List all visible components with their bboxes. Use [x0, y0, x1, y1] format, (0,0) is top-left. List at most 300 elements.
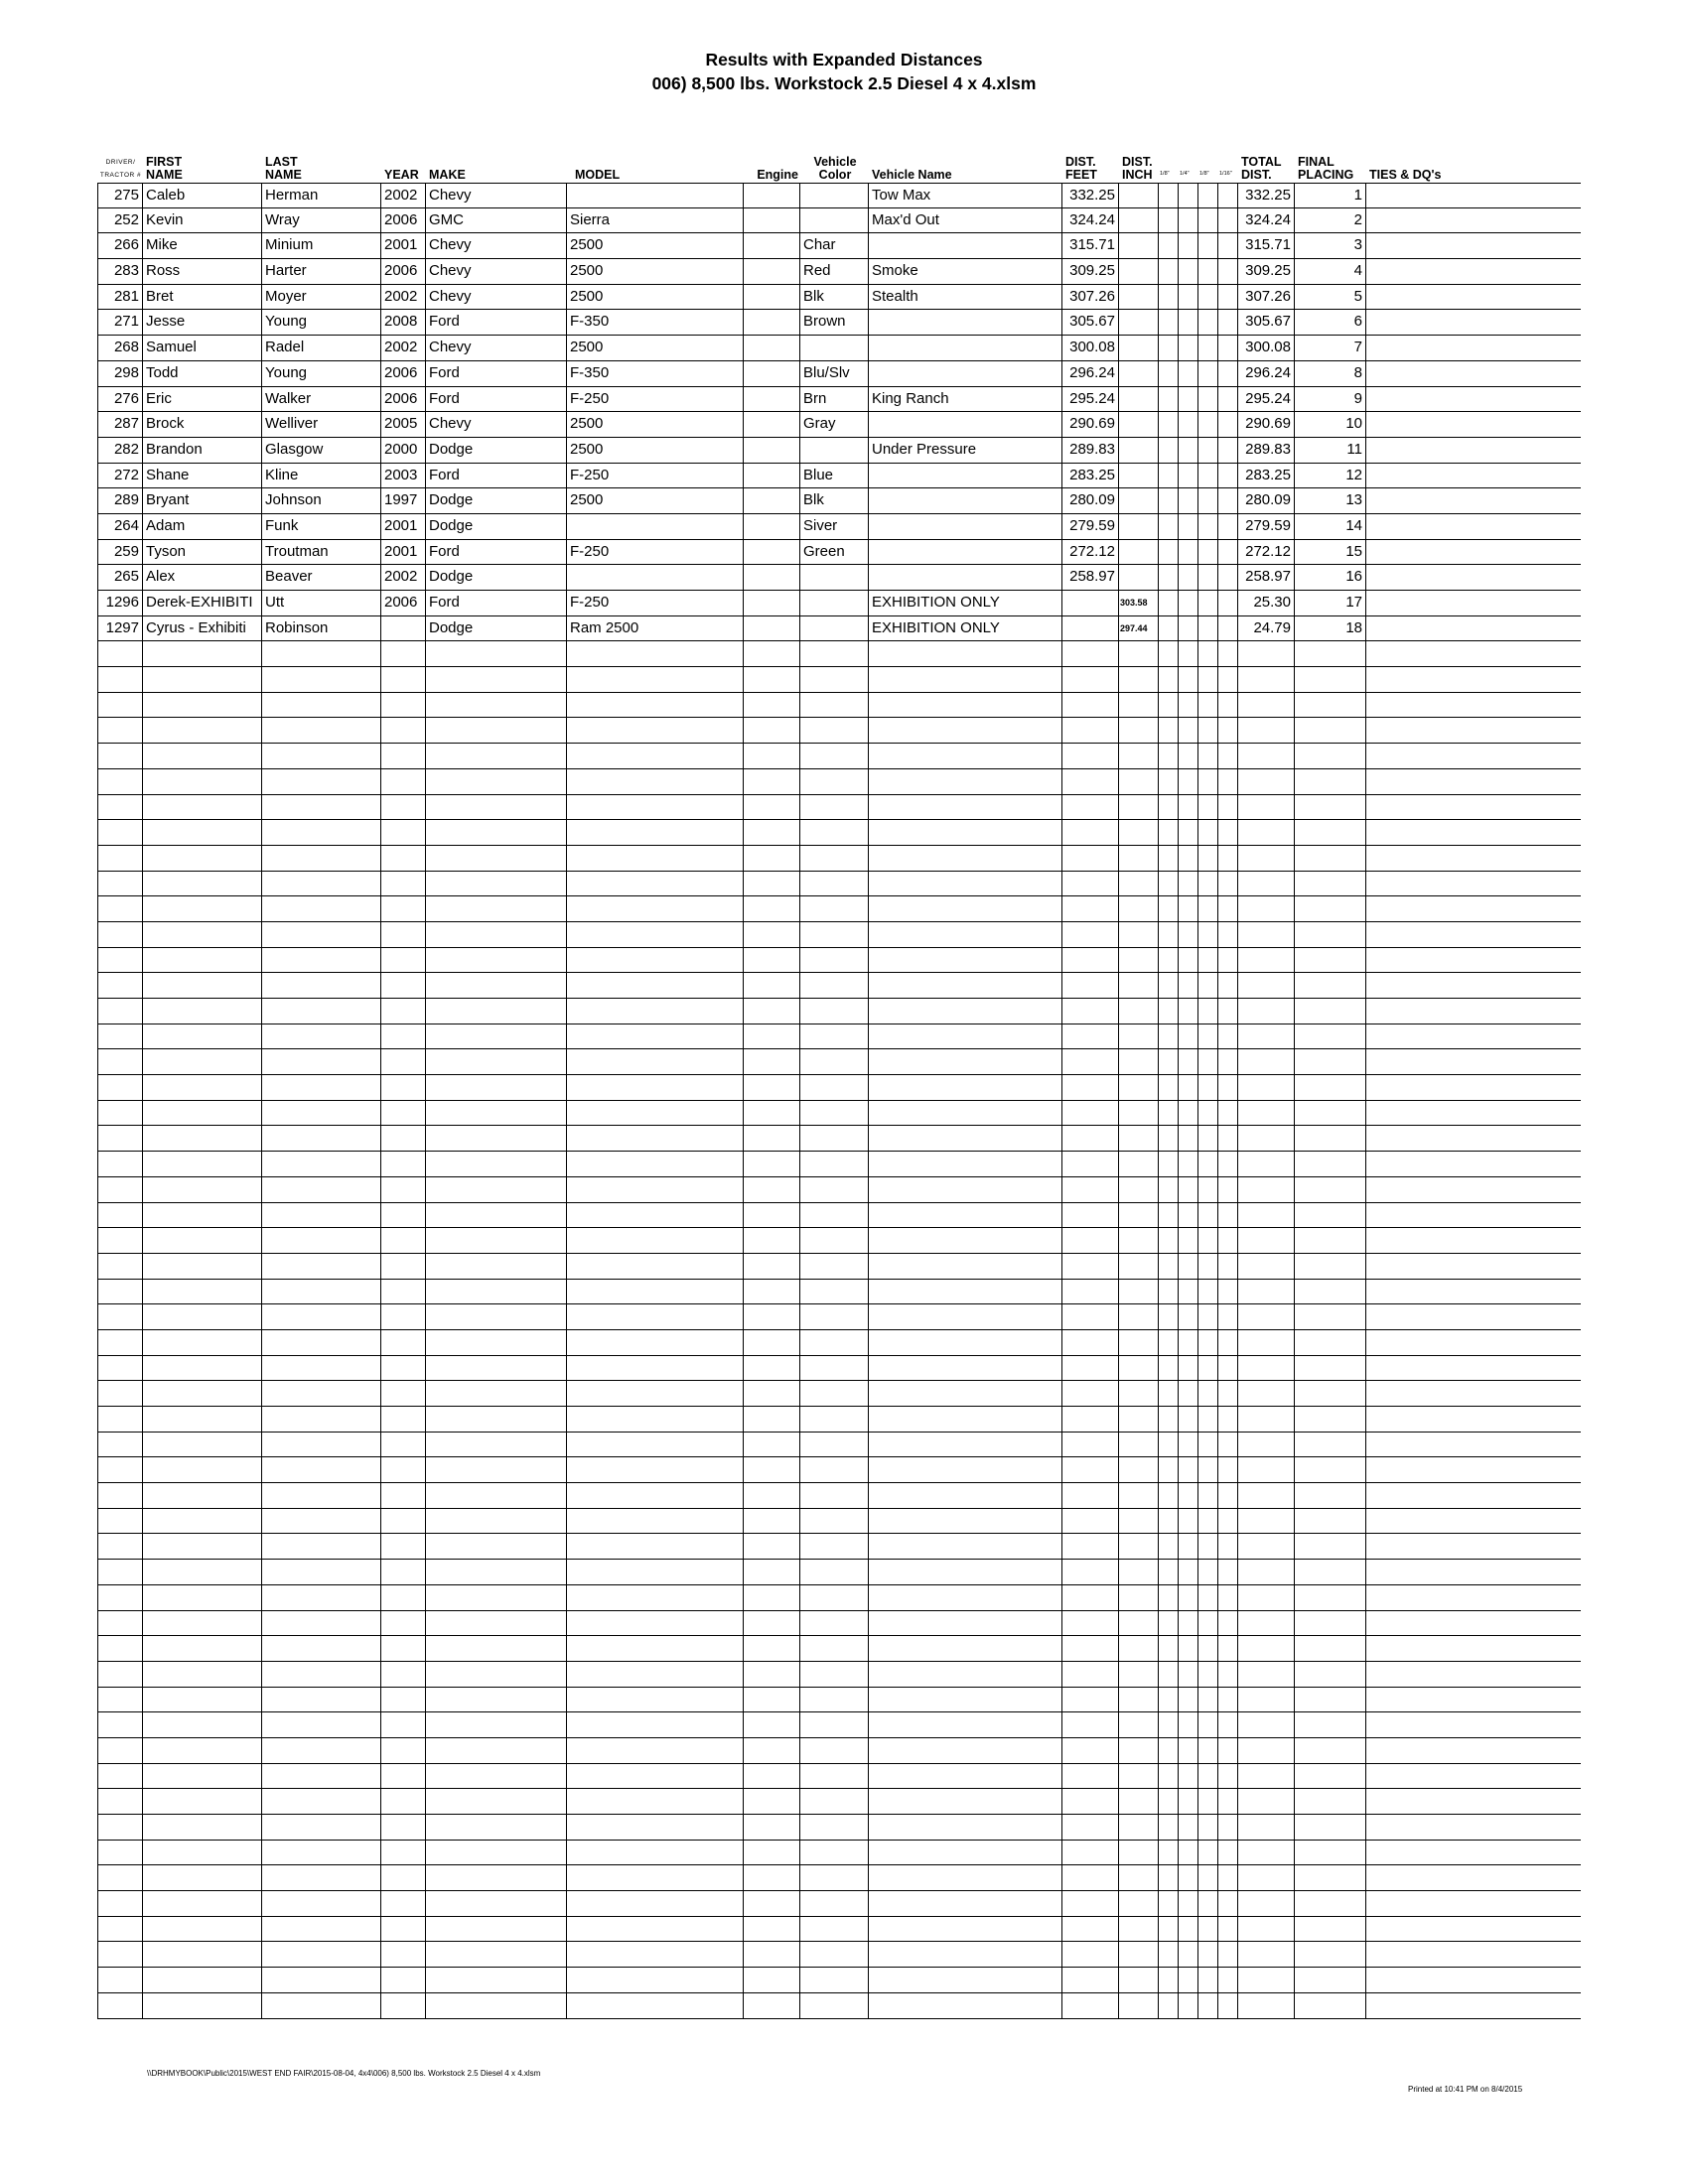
make-cell — [426, 1330, 567, 1355]
frac-2-cell — [1179, 1509, 1198, 1534]
dist-feet-cell: 332.25 — [1062, 184, 1119, 207]
year-cell — [381, 1126, 426, 1151]
frac-1-cell — [1159, 693, 1179, 718]
frac-4-cell — [1218, 1356, 1238, 1381]
engine-cell — [744, 948, 800, 973]
model-cell — [567, 1381, 744, 1406]
vehicle-color-cell — [800, 1688, 869, 1712]
total-dist-cell — [1238, 820, 1295, 845]
vehicle-name-cell — [869, 1483, 1062, 1508]
frac-2-cell — [1179, 361, 1198, 386]
engine-cell — [744, 1356, 800, 1381]
frac-4-cell — [1218, 184, 1238, 207]
ties-dqs-cell — [1366, 488, 1581, 513]
frac-4-cell — [1218, 1330, 1238, 1355]
dist-inch-cell — [1119, 514, 1159, 539]
frac-2-cell — [1179, 1203, 1198, 1228]
vehicle-color-cell — [800, 973, 869, 998]
driver-number-cell — [97, 1483, 143, 1508]
frac-2-cell — [1179, 1585, 1198, 1610]
ties-dqs-cell — [1366, 896, 1581, 921]
vehicle-name-cell — [869, 1381, 1062, 1406]
final-placing-cell — [1295, 1457, 1366, 1482]
final-placing-cell: 14 — [1295, 514, 1366, 539]
year-cell — [381, 1280, 426, 1304]
table-row — [97, 438, 1581, 464]
frac-3-cell — [1198, 616, 1218, 641]
vehicle-color-cell — [800, 1662, 869, 1687]
driver-number-cell: 283 — [97, 259, 143, 284]
table-row — [97, 1330, 1581, 1356]
vehicle-color-cell — [800, 1993, 869, 2018]
ties-dqs-cell — [1366, 464, 1581, 488]
first-name-cell — [143, 1483, 262, 1508]
dist-feet-cell — [1062, 1280, 1119, 1304]
driver-number-cell — [97, 1304, 143, 1329]
engine-cell — [744, 233, 800, 258]
vehicle-color-cell — [800, 872, 869, 896]
year-cell — [381, 1917, 426, 1942]
last-name-cell — [262, 744, 381, 768]
final-placing-cell: 4 — [1295, 259, 1366, 284]
frac-2-cell — [1179, 948, 1198, 973]
last-name-cell — [262, 641, 381, 666]
last-name-cell — [262, 1993, 381, 2018]
frac-4-cell — [1218, 795, 1238, 820]
ties-dqs-cell — [1366, 1534, 1581, 1559]
last-name-cell — [262, 1049, 381, 1074]
frac-1-cell — [1159, 1560, 1179, 1584]
vehicle-color-cell — [800, 1891, 869, 1916]
vehicle-color-cell — [800, 795, 869, 820]
dist-inch-cell — [1119, 1330, 1159, 1355]
frac-1-cell — [1159, 1636, 1179, 1661]
vehicle-name-cell: Under Pressure — [869, 438, 1062, 463]
frac-4-cell — [1218, 208, 1238, 233]
make-cell — [426, 1968, 567, 1992]
engine-cell — [744, 795, 800, 820]
final-placing-cell — [1295, 1152, 1366, 1176]
ties-dqs-cell — [1366, 184, 1581, 207]
frac-2-cell — [1179, 184, 1198, 207]
total-dist-cell — [1238, 896, 1295, 921]
engine-cell — [744, 1381, 800, 1406]
dist-inch-cell — [1119, 1865, 1159, 1890]
frac-4-cell — [1218, 1407, 1238, 1432]
driver-number-cell — [97, 1891, 143, 1916]
model-cell — [567, 744, 744, 768]
model-cell: F-250 — [567, 464, 744, 488]
driver-number-cell: 259 — [97, 540, 143, 565]
make-cell: Chevy — [426, 233, 567, 258]
frac-3-cell — [1198, 1177, 1218, 1202]
engine-cell — [744, 184, 800, 207]
model-cell: 2500 — [567, 233, 744, 258]
dist-inch-cell — [1119, 387, 1159, 412]
frac-4-cell — [1218, 1101, 1238, 1126]
total-dist-cell: 280.09 — [1238, 488, 1295, 513]
vehicle-color-cell: Blk — [800, 488, 869, 513]
make-cell: Chevy — [426, 336, 567, 360]
frac-2-cell — [1179, 1841, 1198, 1865]
make-cell: Ford — [426, 387, 567, 412]
last-name-cell — [262, 1789, 381, 1814]
dist-feet-cell — [1062, 1611, 1119, 1636]
dist-inch-cell — [1119, 973, 1159, 998]
ties-dqs-cell — [1366, 973, 1581, 998]
driver-number-cell: 287 — [97, 412, 143, 437]
ties-dqs-cell — [1366, 872, 1581, 896]
vehicle-name-cell — [869, 718, 1062, 743]
frac-3-cell — [1198, 999, 1218, 1024]
frac-2-cell — [1179, 387, 1198, 412]
frac-1-cell — [1159, 1101, 1179, 1126]
vehicle-name-cell: EXHIBITION ONLY — [869, 616, 1062, 641]
vehicle-color-cell — [800, 616, 869, 641]
dist-feet-cell — [1062, 1228, 1119, 1253]
year-cell — [381, 896, 426, 921]
frac-1-cell — [1159, 1049, 1179, 1074]
make-cell — [426, 1993, 567, 2018]
driver-number-cell — [97, 1841, 143, 1865]
dist-inch-cell — [1119, 1457, 1159, 1482]
vehicle-color-cell — [800, 1764, 869, 1789]
frac-2-cell — [1179, 1662, 1198, 1687]
dist-inch-cell — [1119, 1712, 1159, 1737]
last-name-cell: Utt — [262, 591, 381, 615]
dist-inch-cell — [1119, 1662, 1159, 1687]
make-cell — [426, 1177, 567, 1202]
first-name-cell — [143, 973, 262, 998]
header-model: MODEL — [575, 168, 621, 182]
frac-4-cell — [1218, 464, 1238, 488]
last-name-cell — [262, 1483, 381, 1508]
engine-cell — [744, 1968, 800, 1992]
vehicle-name-cell — [869, 1304, 1062, 1329]
table-row — [97, 795, 1581, 821]
final-placing-cell: 16 — [1295, 565, 1366, 590]
header-frac-3: 1/8" — [1199, 171, 1209, 177]
first-name-cell — [143, 1712, 262, 1737]
last-name-cell: Beaver — [262, 565, 381, 590]
frac-4-cell — [1218, 1764, 1238, 1789]
engine-cell — [744, 591, 800, 615]
dist-feet-cell — [1062, 1049, 1119, 1074]
year-cell — [381, 693, 426, 718]
driver-number-cell: 268 — [97, 336, 143, 360]
total-dist-cell — [1238, 1738, 1295, 1763]
frac-3-cell — [1198, 1917, 1218, 1942]
model-cell: F-350 — [567, 361, 744, 386]
frac-1-cell — [1159, 922, 1179, 947]
first-name-cell: Todd — [143, 361, 262, 386]
frac-3-cell — [1198, 1891, 1218, 1916]
year-cell — [381, 1942, 426, 1967]
last-name-cell — [262, 1075, 381, 1100]
frac-1-cell — [1159, 464, 1179, 488]
frac-4-cell — [1218, 1381, 1238, 1406]
year-cell — [381, 1611, 426, 1636]
frac-1-cell — [1159, 208, 1179, 233]
dist-inch-cell — [1119, 922, 1159, 947]
model-cell — [567, 948, 744, 973]
final-placing-cell — [1295, 1049, 1366, 1074]
vehicle-color-cell: Brn — [800, 387, 869, 412]
header-vehicle-color: Vehicle Color — [813, 155, 857, 182]
vehicle-color-cell: Blk — [800, 285, 869, 310]
frac-4-cell — [1218, 744, 1238, 768]
first-name-cell — [143, 1330, 262, 1355]
last-name-cell — [262, 846, 381, 871]
frac-4-cell — [1218, 514, 1238, 539]
first-name-cell — [143, 922, 262, 947]
total-dist-cell — [1238, 1075, 1295, 1100]
frac-4-cell — [1218, 616, 1238, 641]
final-placing-cell — [1295, 1330, 1366, 1355]
table-row — [97, 565, 1581, 591]
dist-feet-cell: 296.24 — [1062, 361, 1119, 386]
year-cell — [381, 872, 426, 896]
last-name-cell: Welliver — [262, 412, 381, 437]
last-name-cell — [262, 1815, 381, 1840]
frac-2-cell — [1179, 1075, 1198, 1100]
year-cell: 2002 — [381, 565, 426, 590]
total-dist-cell — [1238, 1280, 1295, 1304]
engine-cell — [744, 1457, 800, 1482]
ties-dqs-cell — [1366, 1968, 1581, 1992]
frac-3-cell — [1198, 744, 1218, 768]
model-cell — [567, 1483, 744, 1508]
driver-number-cell — [97, 1534, 143, 1559]
driver-number-cell — [97, 1101, 143, 1126]
first-name-cell — [143, 1891, 262, 1916]
total-dist-cell — [1238, 693, 1295, 718]
table-row — [97, 488, 1581, 514]
dist-feet-cell — [1062, 1942, 1119, 1967]
total-dist-cell: 272.12 — [1238, 540, 1295, 565]
frac-1-cell — [1159, 1280, 1179, 1304]
make-cell — [426, 667, 567, 692]
dist-feet-cell: 279.59 — [1062, 514, 1119, 539]
frac-2-cell — [1179, 208, 1198, 233]
table-row — [97, 744, 1581, 769]
frac-3-cell — [1198, 1024, 1218, 1049]
make-cell: Dodge — [426, 438, 567, 463]
frac-1-cell — [1159, 1662, 1179, 1687]
last-name-cell — [262, 973, 381, 998]
year-cell — [381, 1636, 426, 1661]
frac-1-cell — [1159, 1356, 1179, 1381]
final-placing-cell: 3 — [1295, 233, 1366, 258]
first-name-cell — [143, 769, 262, 794]
vehicle-name-cell — [869, 565, 1062, 590]
model-cell — [567, 1228, 744, 1253]
dist-inch-cell — [1119, 1381, 1159, 1406]
last-name-cell — [262, 769, 381, 794]
make-cell: Dodge — [426, 565, 567, 590]
vehicle-name-cell — [869, 948, 1062, 973]
first-name-cell — [143, 1254, 262, 1279]
total-dist-cell: 290.69 — [1238, 412, 1295, 437]
ties-dqs-cell — [1366, 336, 1581, 360]
frac-3-cell — [1198, 1304, 1218, 1329]
frac-2-cell — [1179, 896, 1198, 921]
total-dist-cell — [1238, 1942, 1295, 1967]
make-cell: Dodge — [426, 616, 567, 641]
model-cell — [567, 1738, 744, 1763]
frac-1-cell — [1159, 591, 1179, 615]
last-name-cell — [262, 1585, 381, 1610]
year-cell — [381, 1457, 426, 1482]
driver-number-cell — [97, 718, 143, 743]
total-dist-cell — [1238, 1968, 1295, 1992]
frac-2-cell — [1179, 1407, 1198, 1432]
total-dist-cell — [1238, 922, 1295, 947]
year-cell — [381, 1891, 426, 1916]
make-cell — [426, 795, 567, 820]
model-cell — [567, 1304, 744, 1329]
total-dist-cell: 309.25 — [1238, 259, 1295, 284]
frac-2-cell — [1179, 1917, 1198, 1942]
engine-cell — [744, 1177, 800, 1202]
ties-dqs-cell — [1366, 1203, 1581, 1228]
frac-3-cell — [1198, 1509, 1218, 1534]
frac-4-cell — [1218, 438, 1238, 463]
frac-1-cell — [1159, 488, 1179, 513]
table-row — [97, 1126, 1581, 1152]
table-row — [97, 1483, 1581, 1509]
dist-inch-cell — [1119, 1483, 1159, 1508]
total-dist-cell — [1238, 1688, 1295, 1712]
total-dist-cell — [1238, 1433, 1295, 1457]
frac-3-cell — [1198, 285, 1218, 310]
frac-2-cell — [1179, 769, 1198, 794]
vehicle-name-cell — [869, 1177, 1062, 1202]
vehicle-name-cell — [869, 641, 1062, 666]
vehicle-name-cell — [869, 1407, 1062, 1432]
last-name-cell — [262, 1560, 381, 1584]
model-cell — [567, 1789, 744, 1814]
frac-3-cell — [1198, 259, 1218, 284]
ties-dqs-cell — [1366, 591, 1581, 615]
make-cell — [426, 1738, 567, 1763]
model-cell — [567, 922, 744, 947]
vehicle-color-cell — [800, 1841, 869, 1865]
model-cell: F-250 — [567, 387, 744, 412]
ties-dqs-cell — [1366, 1815, 1581, 1840]
last-name-cell: Moyer — [262, 285, 381, 310]
vehicle-color-cell — [800, 1126, 869, 1151]
frac-4-cell — [1218, 1688, 1238, 1712]
frac-3-cell — [1198, 948, 1218, 973]
vehicle-color-cell — [800, 438, 869, 463]
driver-number-cell: 264 — [97, 514, 143, 539]
dist-feet-cell — [1062, 1126, 1119, 1151]
dist-feet-cell — [1062, 1534, 1119, 1559]
vehicle-name-cell — [869, 1101, 1062, 1126]
table-row — [97, 1738, 1581, 1764]
frac-4-cell — [1218, 1483, 1238, 1508]
model-cell — [567, 973, 744, 998]
total-dist-cell: 307.26 — [1238, 285, 1295, 310]
vehicle-name-cell — [869, 1203, 1062, 1228]
first-name-cell — [143, 1075, 262, 1100]
vehicle-name-cell — [869, 361, 1062, 386]
engine-cell — [744, 1433, 800, 1457]
first-name-cell — [143, 1611, 262, 1636]
driver-number-cell — [97, 1789, 143, 1814]
last-name-cell — [262, 1662, 381, 1687]
frac-4-cell — [1218, 846, 1238, 871]
last-name-cell — [262, 999, 381, 1024]
frac-2-cell — [1179, 1433, 1198, 1457]
driver-number-cell — [97, 1075, 143, 1100]
header-final-placing: FINAL PLACING — [1298, 155, 1354, 182]
first-name-cell — [143, 1841, 262, 1865]
final-placing-cell — [1295, 667, 1366, 692]
vehicle-color-cell: Char — [800, 233, 869, 258]
frac-1-cell — [1159, 948, 1179, 973]
dist-feet-cell — [1062, 769, 1119, 794]
ties-dqs-cell — [1366, 1560, 1581, 1584]
frac-1-cell — [1159, 259, 1179, 284]
vehicle-color-cell — [800, 1254, 869, 1279]
frac-1-cell — [1159, 1712, 1179, 1737]
table-row — [97, 1509, 1581, 1535]
model-cell: Sierra — [567, 208, 744, 233]
final-placing-cell — [1295, 896, 1366, 921]
vehicle-name-cell — [869, 1457, 1062, 1482]
first-name-cell — [143, 1636, 262, 1661]
frac-2-cell — [1179, 973, 1198, 998]
vehicle-name-cell — [869, 769, 1062, 794]
driver-number-cell — [97, 1688, 143, 1712]
total-dist-cell: 296.24 — [1238, 361, 1295, 386]
final-placing-cell — [1295, 769, 1366, 794]
year-cell — [381, 1560, 426, 1584]
make-cell — [426, 1764, 567, 1789]
frac-2-cell — [1179, 1534, 1198, 1559]
engine-cell — [744, 464, 800, 488]
frac-1-cell — [1159, 540, 1179, 565]
frac-2-cell — [1179, 922, 1198, 947]
frac-4-cell — [1218, 1024, 1238, 1049]
make-cell — [426, 872, 567, 896]
frac-1-cell — [1159, 1203, 1179, 1228]
driver-number-cell — [97, 1433, 143, 1457]
frac-4-cell — [1218, 1942, 1238, 1967]
model-cell — [567, 820, 744, 845]
final-placing-cell — [1295, 1815, 1366, 1840]
model-cell — [567, 1865, 744, 1890]
frac-2-cell — [1179, 1101, 1198, 1126]
frac-1-cell — [1159, 1509, 1179, 1534]
printed-timestamp: Printed at 10:41 PM on 8/4/2015 — [1408, 2085, 1523, 2094]
frac-3-cell — [1198, 1330, 1218, 1355]
vehicle-color-cell — [800, 1152, 869, 1176]
table-row — [97, 1560, 1581, 1585]
make-cell — [426, 922, 567, 947]
dist-inch-cell — [1119, 1177, 1159, 1202]
table-row — [97, 1993, 1581, 2019]
final-placing-cell — [1295, 1280, 1366, 1304]
model-cell — [567, 1509, 744, 1534]
ties-dqs-cell — [1366, 438, 1581, 463]
frac-4-cell — [1218, 1433, 1238, 1457]
final-placing-cell: 17 — [1295, 591, 1366, 615]
make-cell — [426, 1662, 567, 1687]
final-placing-cell — [1295, 1381, 1366, 1406]
